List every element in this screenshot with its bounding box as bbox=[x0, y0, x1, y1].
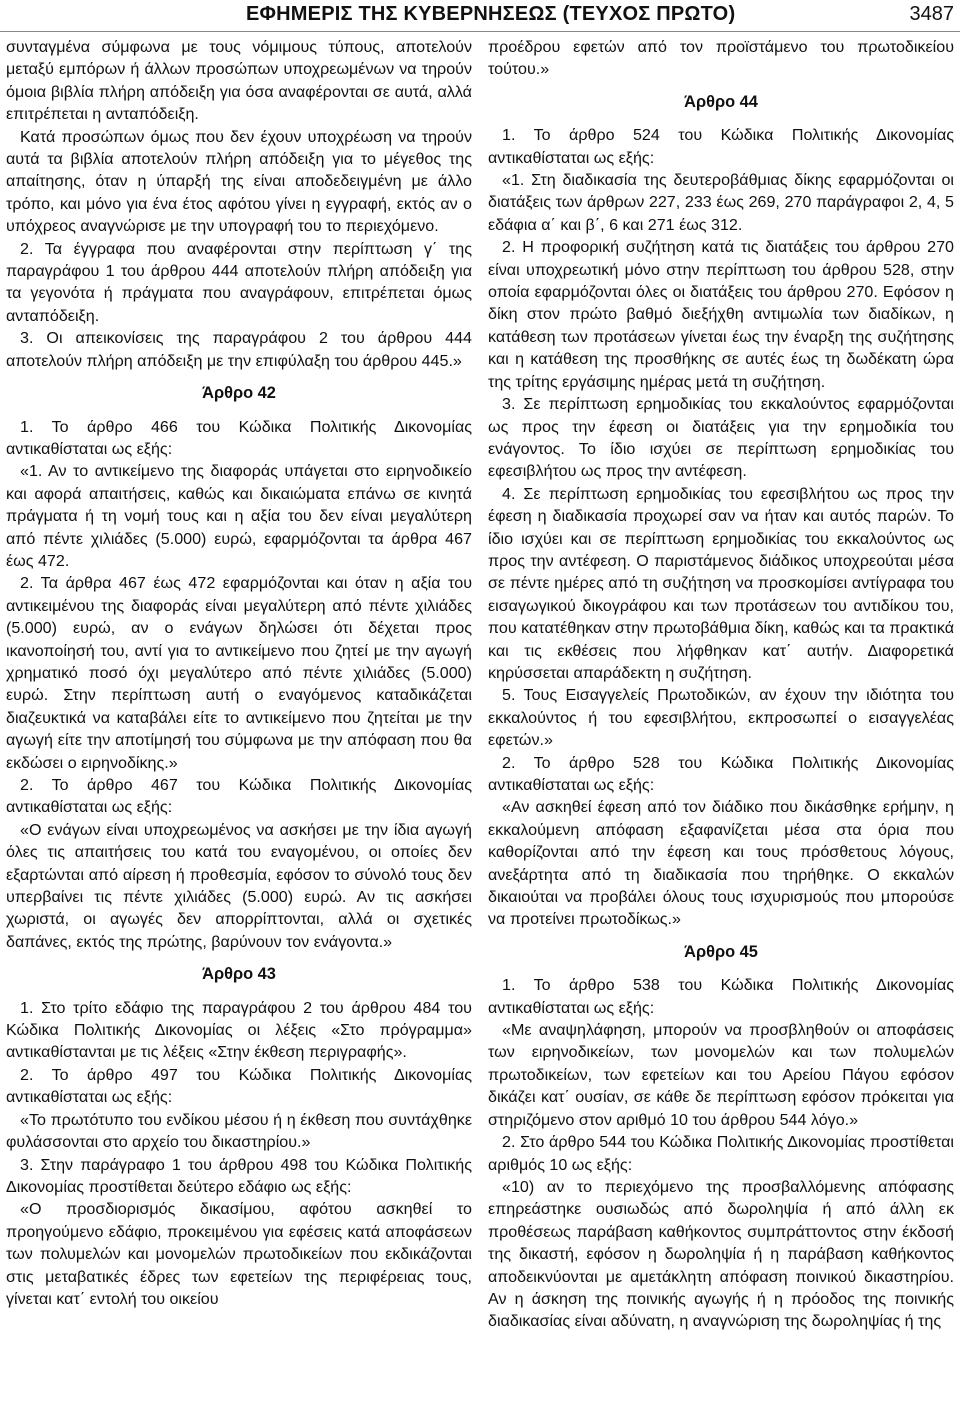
paragraph: 3. Σε περίπτωση ερημοδικίας του εκκαλούντος εφαρμόζονται ως προς την έφεση οι διατάξεις για την ερημοδικία του ενάγοντος. Το ίδιο ισχύει σε περίπτωση ερημοδικίας του εφεσιβλήτου ως προς την αντέφεση. bbox=[488, 395, 954, 481]
article-heading: Άρθρο 44 bbox=[684, 92, 758, 111]
page-number: 3487 bbox=[909, 3, 954, 25]
paragraph: 2. Το άρθρο 497 του Κώδικα Πολιτικής Δικονομίας αντικαθίσταται ως εξής: bbox=[6, 1065, 472, 1107]
paragraph: 1. Στο τρίτο εδάφιο της παραγράφου 2 του άρθρου 484 του Κώδικα Πολιτικής Δικονομίας οι λέξεις «Στο πρόγραμμα» αντικαθίστανται με τις λέξεις «Στην έκθεση περιγραφής». bbox=[6, 998, 472, 1062]
paragraph: «Αν ασκηθεί έφεση από τον διάδικο που δικάσθηκε ερήμην, η εκκαλούμενη απόφαση εξαφανίζεται μέσα στα όρια που καθορίζονται από την έφεση και τους πρόσθετους λόγους, ανεξάρτητα από τη διαδικασία που τηρήθηκε. Ο εκκαλών δικαιούται να προβάλει όλους τους ισχυρισμούς που μπορούσε να προτείνει πρωτοδίκως.» bbox=[488, 798, 954, 929]
paragraph: «1. Στη διαδικασία της δευτεροβάθμιας δίκης εφαρμόζονται οι διατάξεις των άρθρων 227, 233 έως 269, 270 παράγραφοι 2, 4, 5 εδάφια α΄ και β΄, 6 και 271 έως 312. bbox=[488, 171, 954, 234]
paragraph: 1. Το άρθρο 538 του Κώδικα Πολιτικής Δικονομίας αντικαθίσταται ως εξής: bbox=[488, 976, 954, 1017]
paragraph: 5. Τους Εισαγγελείς Πρωτοδικών, αν έχουν την ιδιότητα του εκκαλούντος ή του εφεσιβλήτου, εκπροσωπεί ο εισαγγελέας εφετών.» bbox=[488, 686, 954, 750]
gazette-title: ΕΦΗΜΕΡΙΣ ΤΗΣ ΚΥΒΕΡΝΗΣΕΩΣ (ΤΕΥΧΟΣ ΠΡΩΤΟ) bbox=[246, 3, 736, 25]
paragraph: «1. Αν το αντικείμενο της διαφοράς υπάγεται στο ειρηνοδικείο και αφορά απαιτήσεις, καθώς και δικαιώματα επάνω σε κινητά πράγματα ή τη νομή τους και η αξία του δεν είναι μεγαλύτερη από πέντε χιλιάδες (5.000) ευρώ, εφαρμόζονται τα άρθρα 467 έως 472. bbox=[6, 462, 472, 570]
paragraph: 1. Το άρθρο 466 του Κώδικα Πολιτικής Δικονομίας αντικαθίσταται ως εξής: bbox=[6, 417, 472, 458]
paragraph: προέδρου εφετών από τον προϊστάμενο του πρωτοδικείου τούτου.» bbox=[488, 38, 954, 79]
paragraph: 1. Το άρθρο 524 του Κώδικα Πολιτικής Δικονομίας αντικαθίσταται ως εξής: bbox=[488, 126, 954, 167]
paragraph: 2. Το άρθρο 467 του Κώδικα Πολιτικής Δικονομίας αντικαθίσταται ως εξής: bbox=[6, 776, 472, 817]
article-heading: Άρθρο 42 bbox=[202, 384, 276, 403]
paragraph: «Με αναψηλάφηση, μπορούν να προσβληθούν οι αποφάσεις των ειρηνοδικείων, των μονομελών και των πολυμελών πρωτοδικείων, των εφετείων και του Αρείου Πάγου εφόσον δικάζει κατ΄ ουσίαν, σε κάθε δε περίπτωση εφόσον πρόκειται για στηριζόμενο στον αριθμό 10 του άρθρου 544 λόγο.» bbox=[488, 1021, 954, 1129]
paragraph: Κατά προσώπων όμως που δεν έχουν υποχρέωση να τηρούν αυτά τα βιβλία αποτελούν πλήρη απόδειξη για το μέγεθος της απαίτησης, όταν η ύπαρξή της είναι αποδεδειγμένη με άλλο τρόπο, και μόνο για ένα έτος αφότου γίνει η εγγραφή, εκτός αν ο υπόχρεος αναγνώρισε με την υπογραφή του το περιεχόμενο. bbox=[6, 127, 472, 236]
paragraph: «10) αν το περιεχόμενο της προσβαλλόμενης απόφασης επηρεάστηκε ουσιωδώς από δωροληψία ή από άλλη εκ προθέσεως παράβαση καθήκοντος συμπράττοντος στην έκδοσή της δικαστή, εφόσον η δωροληψία ή η παράβαση καθήκοντος αποδεικνύονται με αμετάκλητη απόφαση ποινικού δικαστηρίου. Αν η άσκηση της ποινικής αγωγής ή η πρόοδος της ποινικής διαδικασίας είναι αδύνατη, η αναγνώριση της δωροληψίας ή της bbox=[488, 1177, 954, 1331]
page-header bbox=[0, 0, 960, 36]
paragraph: 2. Στο άρθρο 544 του Κώδικα Πολιτικής Δικονομίας προστίθεται αριθμός 10 ως εξής: bbox=[488, 1133, 954, 1174]
paragraph: 2. Η προφορική συζήτηση κατά τις διατάξεις του άρθρου 270 είναι υποχρεωτική μόνο στην περίπτωση του άρθρου 528, στην οποία εφαρμόζονται όλες οι διατάξεις του άρθρου 270. Εφόσον η δίκη στον πρώτο βαθμό διεξήχθη αντιμωλία των διαδίκων, η κατάθεση των προτάσεων γίνεται έως την έναρξη της συζήτησης και η κατάθεση της προσθήκης σε αυτές έως τη δωδέκατη ώρα της τρίτης εργάσιμης ημέρας μετά τη συζήτηση. bbox=[488, 238, 954, 391]
paragraph: 3. Στην παράγραφο 1 του άρθρου 498 του Κώδικα Πολιτικής Δικονομίας προστίθεται δεύτερο εδάφιο ως εξής: bbox=[6, 1155, 472, 1196]
paragraph: «Ο ενάγων είναι υποχρεωμένος να ασκήσει με την ίδια αγωγή όλες τις απαιτήσεις του κατά του εναγομένου, οι οποίες δεν εξαρτώνται από αίρεση ή προθεσμία, εφόσον το σύνολό τους δεν υπερβαίνει τις πέντε χιλιάδες (5.000) ευρώ. Αν τις ασκήσει χωριστά, οι αγωγές δεν απορρίπτονται, αλλά οι σχετικές δαπάνες, εκτός της πρώτης, βαρύνουν τον ενάγοντα.» bbox=[6, 820, 472, 951]
paragraph: «Το πρωτότυπο του ενδίκου μέσου ή η έκθεση που συντάχθηκε φυλάσσονται στο αρχείο του δικαστηρίου.» bbox=[6, 1110, 472, 1152]
paragraph: 2. Το άρθρο 528 του Κώδικα Πολιτικής Δικονομίας αντικαθίσταται ως εξής: bbox=[488, 753, 954, 794]
right-column bbox=[488, 36, 954, 1333]
article-heading: Άρθρο 43 bbox=[202, 965, 276, 984]
paragraph: 3. Οι απεικονίσεις της παραγράφου 2 του άρθρου 444 αποτελούν πλήρη απόδειξη με την επιφύλαξη του άρθρου 445.» bbox=[6, 329, 472, 370]
left-column bbox=[6, 36, 472, 1310]
paragraph: 2. Τα έγγραφα που αναφέρονται στην περίπτωση γ΄ της παραγράφου 1 του άρθρου 444 αποτελούν πλήρη απόδειξη για τα γεγονότα ή πράγματα που αναγράφουν, επιτρέπεται όμως ανταπόδειξη. bbox=[6, 239, 472, 325]
paragraph: «Ο προσδιορισμός δικασίμου, αφότου ασκηθεί το προηγούμενο εδάφιο, προκειμένου για εφέσεις κατά αποφάσεων των πολυμελών και μονομελών πρωτοδικείων που εκδικάζονται στις μεταβατικές έδρες των εφετείων της περιφέρειας τους, γίνεται κατ΄ εντολή του οικείου bbox=[6, 1200, 472, 1308]
paragraph: 4. Σε περίπτωση ερημοδικίας του εφεσιβλήτου ως προς την έφεση η διαδικασία προχωρεί σαν να ήταν και αυτός παρών. Το ίδιο ισχύει και σε περίπτωση ερημοδικίας του εκκαλούντος ως προς την αντέφεση. Ο παριστάμενος διάδικος υποχρεούται μέσα σε πέντε ημέρες από τη συζήτηση να προσκομίσει αντίγραφα του εισαγωγικού δικογράφου και των προτάσεων του αντιδίκου του, που κατατέθηκαν στην πρωτοβάθμια δίκη, καθώς και τα πρακτικά και τις εκθέσεις που λήφθηκαν κατ΄ αυτήν. Διαφορετικά κηρύσσεται απαράδεκτη η συζήτηση. bbox=[488, 484, 954, 682]
article-heading: Άρθρο 45 bbox=[684, 942, 758, 961]
paragraph: συνταγμένα σύμφωνα με τους νόμιμους τύπους, αποτελούν μεταξύ εμπόρων ή άλλων προσώπων υποχρεωμένων να τηρούν όμοια βιβλία πλήρη απόδειξη για όσα αναφέρονται σε αυτά, αλλά επιτρέπεται η ανταπόδειξη. bbox=[6, 38, 472, 124]
paragraph: 2. Τα άρθρα 467 έως 472 εφαρμόζονται και όταν η αξία του αντικειμένου της διαφοράς είναι μεγαλύτερη από πέντε χιλιάδες (5.000) ευρώ, αν ο ενάγων δηλώσει ότι δέχεται προς ικανοποίησή του, αντί για το αντικείμενο που ζητεί με την αγωγή χρηματικό ποσό όχι μεγαλύτερο από πέντε χιλιάδες (5.000) ευρώ. Στην περίπτωση αυτή ο εναγόμενος καταδικάζεται διαζευκτικά να καταβάλει είτε το αντικείμενο που ζητείται με την αγωγή είτε την αποτίμησή του σύμφωνα με την απόφαση που θα εκδώσει ο ειρηνοδίκης.» bbox=[6, 574, 472, 772]
header-rule bbox=[0, 31, 960, 32]
